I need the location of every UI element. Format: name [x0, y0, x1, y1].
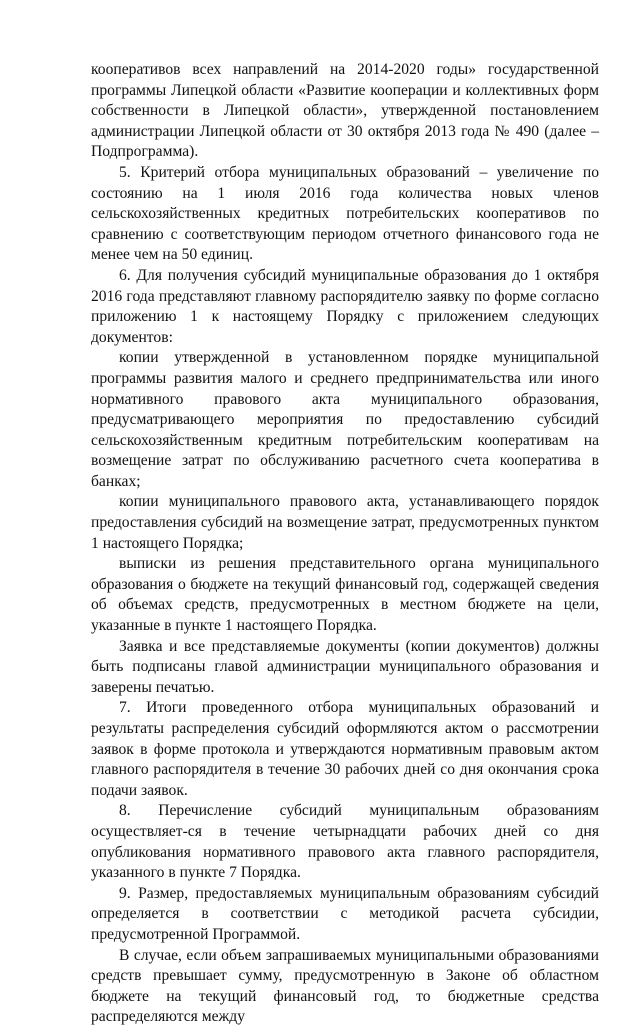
paragraph-list-entry-budget-extract: выписки из решения представительного органа муниципального образования о бюджете на текущий финансовый год, содержащей сведения об объемах средств, предусмотренных в местном бюджете на цели, указанные в пункте 1 настоящего Порядка. — [91, 555, 599, 635]
paragraph-item-5: 5. Критерий отбора муниципальных образований – увеличение по состоянию на 1 июля 2016 года количества новых членов сельскохозяйственных кредитных потребительских кооперативов по сравнению с соответствующим периодом отчетного финансового года не менее чем на 50 единиц. — [91, 163, 599, 264]
paragraph-item-9: 9. Размер, предоставляемых муниципальным образованиям субсидий определяется в соответствии с методикой расчета субсидии, предусмотренной Программой. — [91, 884, 599, 943]
paragraph-continuation: кооперативов всех направлений на 2014-2020 годы» государственной программы Липецкой области «Развитие кооперации и коллективных форм собственности в Липецкой области», утвержденной постановлением администрации Липецкой области от 30 октября 2013 года № 490 (далее – Подпрограмма). — [91, 61, 599, 161]
paragraph-signature-requirement: Заявка и все представляемые документы (копии документов) должны быть подписаны главой администрации муниципального образования и заверены печатью. — [91, 637, 599, 696]
paragraph-list-entry-legal-act: копии муниципального правового акта, устанавливающего порядок предоставления субсидий на возмещение затрат, предусмотренных пунктом 1 настоящего Порядка; — [91, 493, 599, 552]
paragraph-list-entry-program: копии утвержденной в установленном порядке муниципальной программы развития малого и среднего предпринимательства или иного нормативного правового акта муниципального образования, предусматривающего мероприятия по предоставлению субсидий сельскохозяйственным кредитным потребительским кооперативам на возмещение затрат по обслуживанию расчетного счета кооператива в банках; — [91, 349, 599, 490]
paragraph-item-8: 8. Перечисление субсидий муниципальным образованиям осуществляет-ся в течение четырнадцати рабочих дней со дня опубликования нормативного правового акта главного распорядителя, указанного в пункте 7 Порядка. — [91, 802, 599, 882]
document-page — [91, 60, 599, 1028]
paragraph-item-7: 7. Итоги проведенного отбора муниципальных образований и результаты распределения субсидий оформляются актом о рассмотрении заявок в форме протокола и утверждаются нормативным правовым актом главного распорядителя в течение 30 рабочих дней со дня окончания срока подачи заявок. — [91, 699, 599, 799]
paragraph-item-6: 6. Для получения субсидий муниципальные образования до 1 октября 2016 года представляют главному распорядителю заявку по форме согласно приложению 1 к настоящему Порядку с приложением следующих документов: — [91, 266, 599, 346]
paragraph-excess-case: В случае, если объем запрашиваемых муниципальными образованиями средств превышает сумму, предусмотренную в Законе об областном бюджете на текущий финансовый год, то бюджетные средства распределяются между — [91, 946, 599, 1026]
